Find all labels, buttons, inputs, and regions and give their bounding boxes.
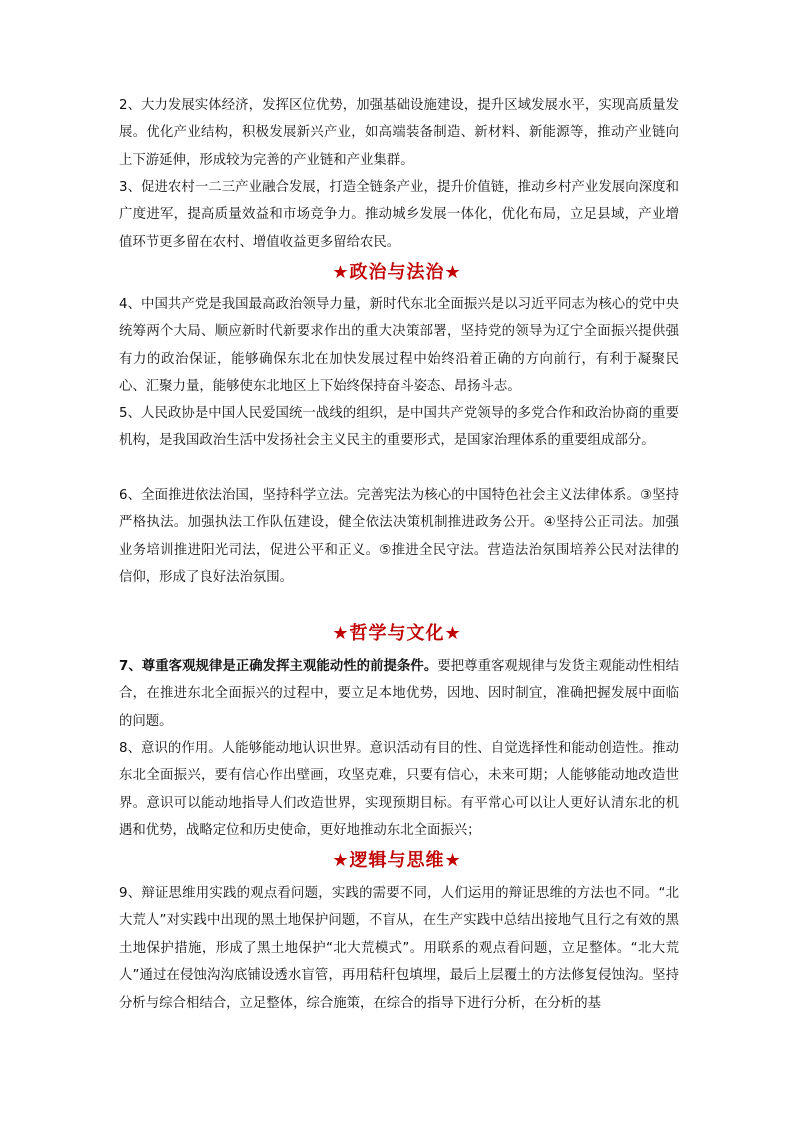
paragraph-3: 3、促进农村一二三产业融合发展，打造全链条产业，提升价值链，推动乡村产业发展向深度和广度进军，提高质量效益和市场竞争力。推动城乡发展一体化，优化布局，立足县域，产业增值环节更多留在农村、增值收益更多留给农民。	[119, 180, 679, 250]
paragraph-4: 4、中国共产党是我国最高政治领导力量，新时代东北全面振兴是以习近平同志为核心的党中央统筹两个大局、顺应新时代新要求作出的重大决策部署，坚持党的领导为辽宁全面振兴提供强有力的政治保证，能够确保东北在加快发展过程中始终沿着正确的方向前行，有利于凝聚民心、汇聚力量，能够使东北地区上下始终保持奋斗姿态、昂扬斗志。	[119, 297, 679, 395]
heading-logic-thinking: ★逻辑与思维★	[332, 850, 462, 871]
paragraph-8: 8、意识的作用。人能够能动地认识世界。意识活动有目的性、自觉选择性和能动创造性。推动东北全面振兴，要有信心作出壁画，攻坚克难，只要有信心，未来可期；人能够能动地改造世界。意识可以能动地指导人们改造世界，实现预期目标。有平常心可以让人更好认清东北的机遇和优势，战略定位和历史使命，更好地推动东北全面振兴；	[119, 741, 679, 839]
paragraph-6: 6、全面推进依法治国，坚持科学立法。完善宪法为核心的中国特色社会主义法律体系。③坚持严格执法。加强执法工作队伍建设，健全依法决策机制推进政务公开。④坚持公正司法。加强业务培训推进阳光司法，促进公平和正义。⑤推进全民守法。营造法治氛围培养公民对法律的信仰，形成了良好法治氛围。	[119, 488, 679, 586]
paragraph-7-text: 要把尊重客观规律与发货主观能动性相结合，在推进东北全面振兴的过程中，要立足本地优势，因地、因时制宜，准确把握发展中面临的问题。	[119, 659, 679, 729]
heading-philosophy-culture: ★哲学与文化★	[332, 623, 462, 644]
paragraph-7-key-point: 7、尊重客观规律是正确发挥主观能动性的前提条件。	[119, 659, 438, 674]
paragraph-2: 2、大力发展实体经济，发挥区位优势，加强基础设施建设，提升区域发展水平，实现高质量发展。优化产业结构，积极发展新兴产业，如高端装备制造、新材料、新能源等，推动产业链向上下游延伸，形成较为完善的产业链和产业集群。	[119, 98, 679, 168]
heading-politics-law: ★政治与法治★	[332, 262, 462, 283]
paragraph-5: 5、人民政协是中国人民爱国统一战线的组织，是中国共产党领导的多党合作和政治协商的重要机构，是我国政治生活中发扬社会主义民主的重要形式，是国家治理体系的重要组成部分。	[119, 406, 679, 449]
paragraph-7	[119, 653, 679, 735]
paragraph-9: 9、辩证思维用实践的观点看问题，实践的需要不同，人们运用的辩证思维的方法也不同。“北大荒人”对实践中出现的黑土地保护问题，不盲从，在生产实践中总结出接地气且行之有效的黑土地保护措施，形成了黑土地保护“北大荒模式”。用联系的观点看问题，立足整体。“北大荒人”通过在侵蚀沟沟底铺设透水盲管，再用秸秆包填埋，最后上层覆土的方法修复侵蚀沟。坚持分析与综合相结合，立足整体，综合施策，在综合的指导下进行分析，在分析的基	[119, 886, 679, 1011]
